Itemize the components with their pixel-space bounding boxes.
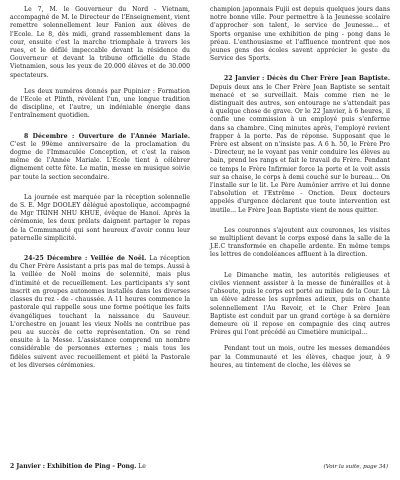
paragraph-fujii: champion japonnais Fujii est depuis quelques jours dans notre bonne ville. Pour permettre à la Jeunesse scolaire d'approcher son talent, le service de Jeunesse... et Sports organise une exhibition de ping - pong dans le préau. L'enthousiasme et l'affluence montrent que nos jeunes gens des écoles savent apprécier le geste du Service des Sports. (210, 6, 390, 63)
continued-note: (Voir la suite, page 34) (323, 464, 388, 470)
text-ping-pong-start: Le (138, 463, 146, 470)
heading-christmas-vigil: 24-25 Décembre : Veillée de Noël. (24, 255, 147, 263)
paragraph-governor-visit: Le 7, M. le Gouverneur du Nord - Vietnam, accompagné de M. le Directeur de l'Enseignement, vient remettre solennellement leur Fanion aux élèves de l'Ecole. Le 8, dès midi, grand rassemblement dans la cour, ensuite c'est la marche triomphale à travers les rues, et le défilé impeccable devant la résidence du Gouverneur et devant la tribune officielle du Stade Vietnamien, sous les yeux de 20.000 élèves et de 30.000 spectateurs. (10, 6, 190, 79)
heading-ping-pong: 2 Janvier : Exhibition de Ping - Pong. (10, 463, 137, 470)
right-column (210, 6, 390, 370)
paragraph-funeral: Le Dimanche matin, les autorités religieuses et civiles viennent assister à la messe de funérailles et à l'absoute, puis le corps est porté au milieu de la Cour. Là un élève adresse les suprêmes adieux, puis on chante solennellement l'Au Revoir, et le Cher Frère Jean Baptiste est conduit par un grand cortège à sa dernière demeure où il repose en compagnie des cinq autres Frères qui l'ont précédé au Cimetière municipal... (210, 271, 390, 337)
paragraph-pupinier-numbers: Les deux numéros donnés par Pupinier : Formation de l'Ecole et Plinth, révèlent l'un, une longue tradition de discipline, et l'autre, un indéniable énergie dans l'entraînement quotidien. (10, 87, 190, 120)
heading-death-brother: 22 Janvier : Décès du Cher Frère Jean Baptiste. (224, 75, 390, 83)
paragraph-christmas-vigil (10, 255, 190, 370)
paragraph-dooley-reception: La journée est marquée par la réception solennelle de S. E. Mgr DOOLEY délégué apostolique, accompagné de Mgr TRINH NHU KHUE, évêque de Hanoi. Après la cérémonie, les deux prélats daignent partager le repas de la Communauté qui sont heureux d'avoir connu leur paternelle simplicité. (10, 193, 190, 242)
paragraph-death-brother (210, 75, 390, 214)
text-death-brother: Depuis deux ans le Cher Frère Jean Baptiste se sentait menacé et se surveillait. Mais comme rien ne le distinguait des autres, son entourage ne s'attendait pas à quelque chose de grave. Or le 22 Janvier, à 6 heures, il confie une commission à un employé puis s'enferme dans sa chambre. Cinq minutes après, l'employé revient frapper à la porte. Pas de réponse. Supposant que le Frère est absent on n'insiste pas. A 6 h. 50, le Frère Pro - Directeur, ne le voyant pas venir conduire les élèves au bain, prend les rangs et fait le travail du Frère. Pendant ce temps le Frère Infirmier force la porte et le voit assis sur sa chaise, le corps à demi couché sur le bureau... On l'installe sur le lit. Le Père Aumônier arrive et lui donne l'absolution et l'Extrême - Onction. Deux docteurs appelés d'urgence déclarent que toute intervention est inutile... Le Frère Jean Baptiste vient de nous quitter. (210, 83, 390, 214)
ping-pong-heading-line (10, 463, 146, 470)
paragraph-marian-year (10, 133, 190, 182)
heading-marian-year: 8 Décembre : Ouverture de l'Année Mariale. (24, 132, 190, 140)
paragraph-wreaths: Les couronnes s'ajoutent aux couronnes, les visites se multiplient devant le corps exposé dans la salle de la J.E.C transformée en chapelle ardente. En même temps les lettres de condoléances affluent à la direction. (210, 226, 390, 259)
text-marian-year: C'est le 99ème anniversaire de la proclamation du dogme de l'Immaculée Conception, et c'est la raison même de l'Année Mariale. L'Ecole tient à célébrer dignement cette fête. Le matin, messe en musique soivie par toute la section secondaire. (10, 140, 190, 181)
paragraph-month-masses: Pendant tout un mois, outre les messes demandées par la Communauté et les élèves, chaque jour, à 9 heures, au tintement de cloche, les élèves se (210, 345, 390, 369)
left-column (10, 6, 190, 370)
text-christmas-vigil: La réception du Cher Frère Assistant a pris pas mal de temps. Aussi à la veillée de Noël moins de solennité, mais plus d'intimité et de recueillement. Les participants s'y sont inscrit en groupes autonomes installés dans les diverses classes du rez - de - chaussée. A 11 heures commence la pastorale qui rappelle sous une forme poétique les faits évangéliques touchant la naissance du Sauveur. L'orchestre en jouant les vieux Noëls ne contribue pas peu au succès de cette représentation. On se rend ensuite à la Messe. L'assistance comprend un nombre considérable de personnes externes ; mais tous les fidèles suivent avec recueillement et piété la Pastorale et les diverses cérémonies. (10, 255, 190, 369)
